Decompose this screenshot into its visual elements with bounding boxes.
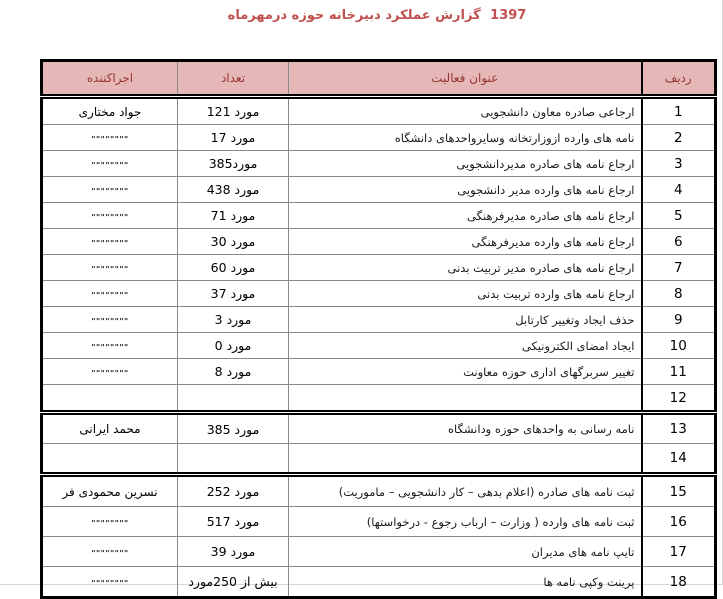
count-cell: 17 مورد: [178, 125, 289, 151]
activity-cell: پرینت وکپی نامه ها: [289, 567, 642, 598]
activity-cell: ارجاع نامه های صادره مدیر تربیت بدنی: [289, 255, 642, 281]
count-cell: 385 مورد: [178, 413, 289, 444]
table-row: [42, 281, 716, 307]
table-section-2: [42, 413, 716, 475]
column-header-executor: اجراکننده: [42, 61, 178, 97]
ditto-mark: """""""": [91, 368, 129, 378]
activity-cell: ثبت نامه های وارده ( وزارت – ارباب رجوع - درخواستها): [289, 507, 642, 537]
column-header-row-number: ردیف: [642, 61, 716, 97]
row-number-cell: 10: [642, 333, 716, 359]
table-row: [42, 537, 716, 567]
activity-cell: نامه رسانی به واحدهای حوزه ودانشگاه: [289, 413, 642, 444]
row-number-cell: 9: [642, 307, 716, 333]
ditto-mark: """""""": [91, 238, 129, 248]
table-row: [42, 255, 716, 281]
activity-cell: ارجاع نامه های وارده مدیر دانشجویی: [289, 177, 642, 203]
count-cell: بیش از 250مورد: [178, 567, 289, 598]
executor-cell: [42, 255, 178, 281]
row-number-cell: 17: [642, 537, 716, 567]
activity-cell: ارجاع نامه های وارده مدیرفرهنگی: [289, 229, 642, 255]
activity-cell: ایجاد امضای الکترونیکی: [289, 333, 642, 359]
table-section-1: [42, 97, 716, 413]
count-cell: 121 مورد: [178, 97, 289, 125]
executor-cell: [42, 203, 178, 229]
executor-cell: [42, 359, 178, 385]
executor-cell: [42, 567, 178, 598]
table-row: [42, 567, 716, 598]
row-number-cell: 7: [642, 255, 716, 281]
count-cell: [178, 385, 289, 413]
ditto-mark: """""""": [91, 578, 129, 588]
count-cell: 0 مورد: [178, 333, 289, 359]
ditto-mark: """""""": [91, 316, 129, 326]
table-row: [42, 229, 716, 255]
count-cell: 252 مورد: [178, 475, 289, 507]
executor-cell: [42, 385, 178, 413]
executor-cell: [42, 307, 178, 333]
activity-cell: حذف ایجاد وتغییر کارتابل: [289, 307, 642, 333]
row-number-cell: 1: [642, 97, 716, 125]
executor-cell: جواد مختاری: [42, 97, 178, 125]
row-number-cell: 2: [642, 125, 716, 151]
report-table: [40, 59, 717, 599]
row-number-cell: 3: [642, 151, 716, 177]
report-title-text: گزارش عملکرد دبیرخانه حوزه درمهرماه: [227, 8, 481, 23]
table-row: [42, 97, 716, 125]
activity-cell: ارجاع نامه های صادره مدیردانشجویی: [289, 151, 642, 177]
executor-cell: نسرین محمودی فر: [42, 475, 178, 507]
row-number-cell: 5: [642, 203, 716, 229]
row-number-cell: 12: [642, 385, 716, 413]
executor-cell: [42, 537, 178, 567]
column-header-activity: عنوان فعالیت: [289, 61, 642, 97]
table-row: [42, 151, 716, 177]
row-number-cell: 8: [642, 281, 716, 307]
count-cell: 3 مورد: [178, 307, 289, 333]
count-cell: 438 مورد: [178, 177, 289, 203]
ditto-mark: """""""": [91, 342, 129, 352]
count-cell: 60 مورد: [178, 255, 289, 281]
row-number-cell: 18: [642, 567, 716, 598]
executor-cell: [42, 281, 178, 307]
table-row: [42, 125, 716, 151]
count-cell: 517 مورد: [178, 507, 289, 537]
count-cell: 39 مورد: [178, 537, 289, 567]
activity-cell: [289, 444, 642, 475]
table-row: [42, 359, 716, 385]
executor-cell: محمد ایرانی: [42, 413, 178, 444]
table-row: [42, 333, 716, 359]
table-section-3: [42, 475, 716, 598]
executor-cell: [42, 507, 178, 537]
row-number-cell: 11: [642, 359, 716, 385]
row-number-cell: 4: [642, 177, 716, 203]
row-number-cell: 6: [642, 229, 716, 255]
executor-cell: [42, 151, 178, 177]
table-row: [42, 177, 716, 203]
report-title-year: 1397: [490, 8, 527, 23]
row-number-cell: 13: [642, 413, 716, 444]
executor-cell: [42, 177, 178, 203]
table-row: [42, 203, 716, 229]
row-number-cell: 15: [642, 475, 716, 507]
executor-cell: [42, 333, 178, 359]
table-row: [42, 413, 716, 444]
ditto-mark: """""""": [91, 518, 129, 528]
count-cell: 71 مورد: [178, 203, 289, 229]
table-row: [42, 444, 716, 475]
ditto-mark: """""""": [91, 264, 129, 274]
ditto-mark: """""""": [91, 160, 129, 170]
ditto-mark: """""""": [91, 548, 129, 558]
count-cell: 37 مورد: [178, 281, 289, 307]
activity-cell: ثبت نامه های صادره (اعلام بدهی – کار دانشجویی – ماموریت): [289, 475, 642, 507]
column-header-count: تعداد: [178, 61, 289, 97]
row-number-cell: 14: [642, 444, 716, 475]
table-row: [42, 475, 716, 507]
count-cell: 30 مورد: [178, 229, 289, 255]
activity-cell: [289, 385, 642, 413]
activity-cell: ارجاعی صادره معاون دانشجویی: [289, 97, 642, 125]
activity-cell: ارجاع نامه های صادره مدیرفرهنگی: [289, 203, 642, 229]
count-cell: 8 مورد: [178, 359, 289, 385]
ditto-mark: """""""": [91, 290, 129, 300]
activity-cell: نامه های وارده ازوزارتخانه وسایرواحدهای دانشگاه: [289, 125, 642, 151]
table-row: [42, 507, 716, 537]
ditto-mark: """""""": [91, 212, 129, 222]
ditto-mark: """""""": [91, 186, 129, 196]
ditto-mark: """""""": [91, 134, 129, 144]
activity-cell: ارجاع نامه های وارده تربیت بدنی: [289, 281, 642, 307]
executor-cell: [42, 125, 178, 151]
count-cell: 385مورد: [178, 151, 289, 177]
report-title: [40, 8, 714, 23]
executor-cell: [42, 444, 178, 475]
table-row: [42, 307, 716, 333]
row-number-cell: 16: [642, 507, 716, 537]
activity-cell: تغییر سربرگهای اداری حوزه معاونت: [289, 359, 642, 385]
table-header-row: [42, 61, 716, 97]
count-cell: [178, 444, 289, 475]
executor-cell: [42, 229, 178, 255]
activity-cell: تایپ نامه های مدیران: [289, 537, 642, 567]
table-row: [42, 385, 716, 413]
